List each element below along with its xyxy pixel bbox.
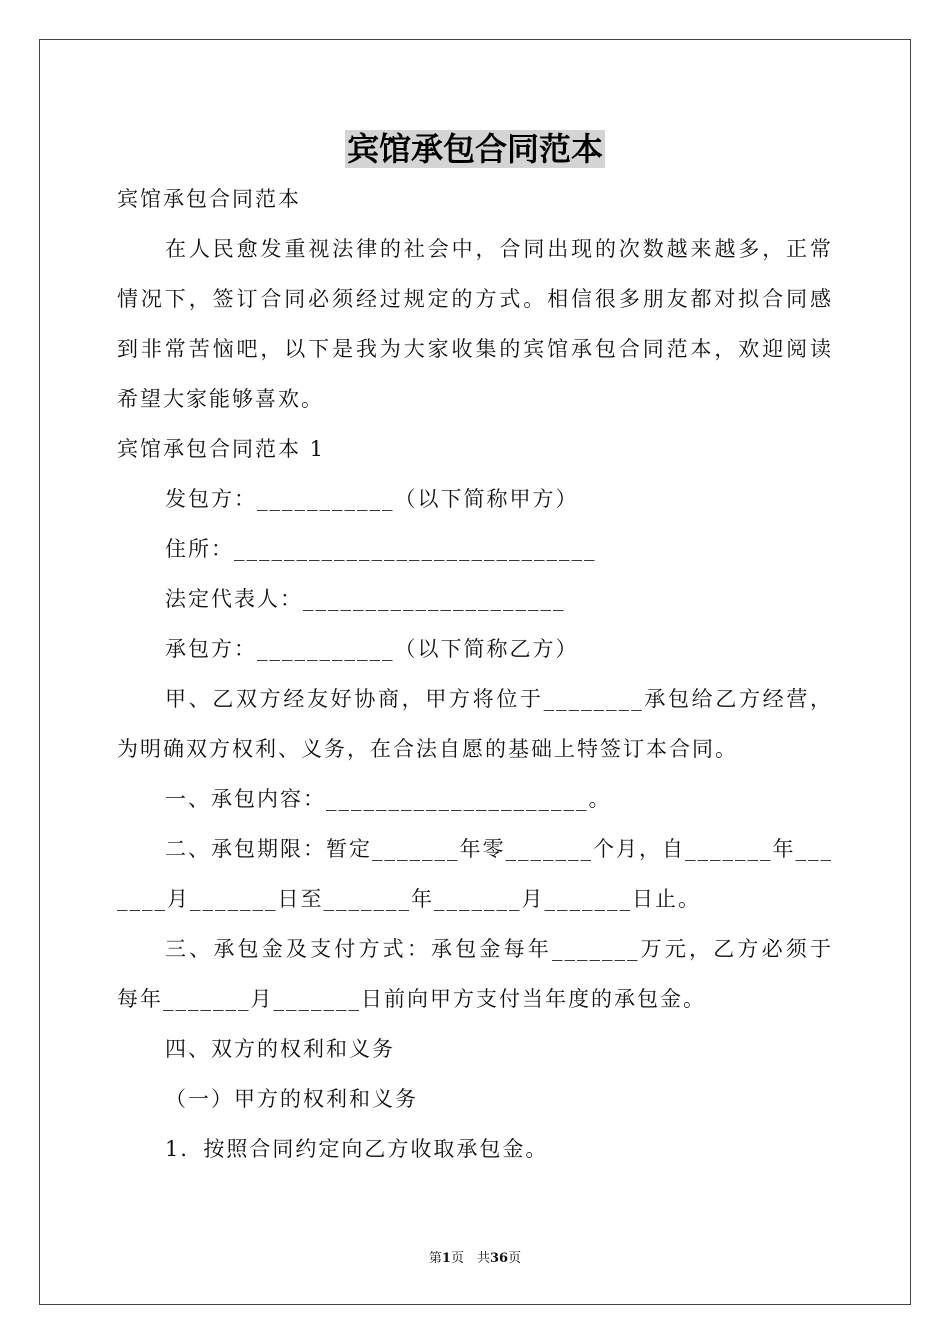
clause-3-line-2: 每年_______月_______日前向甲方支付当年度的承包金。: [117, 987, 706, 1011]
clause-2-line-1: 二、承包期限：暂定_______年零_______个月，自_______年___: [165, 837, 833, 861]
clause-4-heading: 四、双方的权利和义务: [165, 1037, 395, 1061]
document-subtitle: 宾馆承包合同范本: [117, 187, 301, 211]
page-border: [39, 39, 911, 1305]
agreement-line-1: 甲、乙双方经友好协商，甲方将位于________承包给乙方经营，: [165, 687, 833, 711]
footer-suffix: 页: [508, 1251, 522, 1266]
intro-line-2: 情况下，签订合同必须经过规定的方式。相信很多朋友都对拟合同感: [117, 287, 833, 311]
legal-rep-line: 法定代表人：_____________________: [165, 587, 566, 611]
clause-1: 一、承包内容：_____________________。: [165, 787, 612, 811]
party-b-line: 承包方：___________（以下简称乙方）: [165, 637, 579, 661]
intro-line-1: 在人民愈发重视法律的社会中，合同出现的次数越来越多，正常: [165, 237, 833, 261]
footer-prefix: 第: [428, 1251, 442, 1266]
footer-middle: 页 共: [450, 1251, 490, 1266]
address-line: 住所：_____________________________: [165, 537, 597, 561]
page-footer: [0, 1247, 950, 1266]
party-a-line: 发包方：___________（以下简称甲方）: [165, 487, 579, 511]
intro-line-4: 希望大家能够喜欢。: [117, 387, 324, 411]
clause-4-item-1: 1．按照合同约定向乙方收取承包金。: [165, 1137, 549, 1161]
footer-page-number: 1: [441, 1251, 451, 1266]
clause-4-subheading: （一）甲方的权利和义务: [165, 1087, 418, 1111]
footer-total-pages: 36: [489, 1251, 509, 1266]
document-title: [0, 127, 950, 171]
clause-3-line-1: 三、承包金及支付方式：承包金每年_______万元，乙方必须于: [165, 937, 833, 961]
section-heading: 宾馆承包合同范本 1: [117, 437, 326, 461]
clause-2-line-2: ____月_______日至_______年_______月_______日止。: [117, 887, 701, 911]
title-text: 宾馆承包合同范本: [346, 130, 603, 168]
agreement-line-2: 为明确双方权利、义务，在合法自愿的基础上特签订本合同。: [117, 737, 738, 761]
intro-line-3: 到非常苦恼吧，以下是我为大家收集的宾馆承包合同范本，欢迎阅读: [117, 337, 833, 361]
